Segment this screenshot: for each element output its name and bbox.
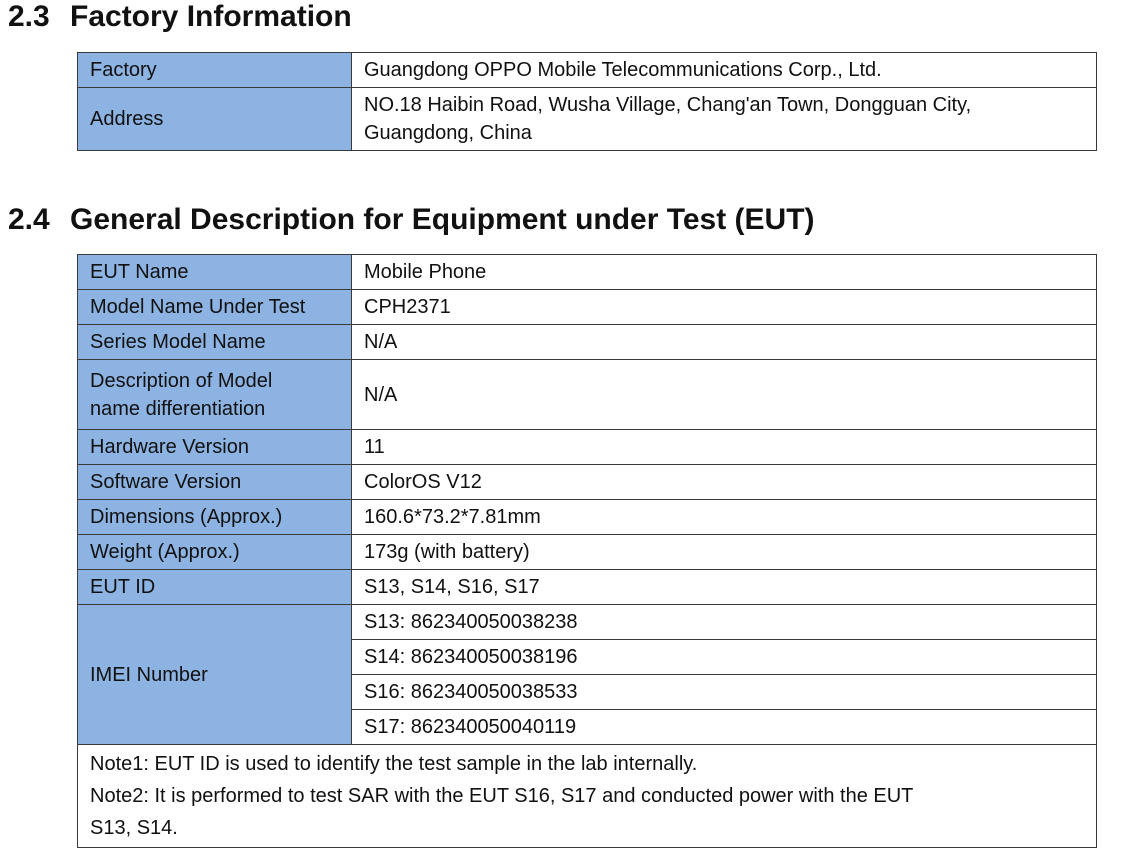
eut-description-table: [77, 254, 1097, 848]
factory-label: Factory: [78, 53, 352, 88]
imei-value-s17: S17: 862340050040119: [352, 710, 1097, 745]
section-number: 2.3: [8, 0, 50, 33]
series-model-value: N/A: [352, 325, 1097, 360]
model-differentiation-label-line-2: name differentiation: [90, 397, 266, 420]
section-title-text: Factory Information: [70, 0, 352, 33]
note-2: Note2: It is performed to test SAR with the EUT S16, S17 and conducted power with the EUT: [90, 785, 914, 807]
model-differentiation-label: [78, 360, 352, 430]
series-model-label: Series Model Name: [78, 325, 352, 360]
weight-value: 173g (with battery): [352, 535, 1097, 570]
factory-information-table: [77, 52, 1097, 151]
table-row: [78, 430, 1097, 465]
table-row: [78, 570, 1097, 605]
model-name-value: CPH2371: [352, 290, 1097, 325]
table-row: [78, 360, 1097, 430]
table-row: [78, 88, 1097, 151]
table-row: [78, 605, 1097, 640]
model-differentiation-value: N/A: [352, 360, 1097, 430]
eut-name-value: Mobile Phone: [352, 255, 1097, 290]
hardware-version-label: Hardware Version: [78, 430, 352, 465]
table-row: [78, 53, 1097, 88]
address-value: [352, 88, 1097, 151]
imei-value-s14: S14: 862340050038196: [352, 640, 1097, 675]
imei-value-s16: S16: 862340050038533: [352, 675, 1097, 710]
table-row: [78, 465, 1097, 500]
eut-name-label: EUT Name: [78, 255, 352, 290]
software-version-value: ColorOS V12: [352, 465, 1097, 500]
hardware-version-value: 11: [352, 430, 1097, 465]
software-version-label: Software Version: [78, 465, 352, 500]
dimensions-value: 160.6*73.2*7.81mm: [352, 500, 1097, 535]
table-row: [78, 745, 1097, 848]
table-row: [78, 290, 1097, 325]
table-row: [78, 255, 1097, 290]
section-title-factory-information: [8, 0, 352, 34]
address-line-1: NO.18 Haibin Road, Wusha Village, Chang'an Town, Dongguan City,: [364, 94, 972, 116]
weight-label: Weight (Approx.): [78, 535, 352, 570]
eut-id-label: EUT ID: [78, 570, 352, 605]
imei-number-label: IMEI Number: [78, 605, 352, 745]
address-line-2: Guangdong, China: [364, 122, 532, 144]
table-row: [78, 535, 1097, 570]
model-name-label: Model Name Under Test: [78, 290, 352, 325]
model-differentiation-label-line-1: Description of Model: [90, 369, 273, 392]
table-row: [78, 325, 1097, 360]
section-title-eut-description: [8, 203, 815, 237]
factory-value: Guangdong OPPO Mobile Telecommunications Corp., Ltd.: [352, 53, 1097, 88]
section-title-text: General Description for Equipment under Test (EUT): [70, 203, 815, 236]
note-1: Note1: EUT ID is used to identify the test sample in the lab internally.: [90, 753, 698, 775]
note-2-continued: S13, S14.: [90, 817, 178, 839]
eut-id-value: S13, S14, S16, S17: [352, 570, 1097, 605]
imei-value-s13: S13: 862340050038238: [352, 605, 1097, 640]
address-label: Address: [78, 88, 352, 151]
section-number: 2.4: [8, 203, 50, 236]
dimensions-label: Dimensions (Approx.): [78, 500, 352, 535]
table-row: [78, 500, 1097, 535]
notes-cell: [78, 745, 1097, 848]
